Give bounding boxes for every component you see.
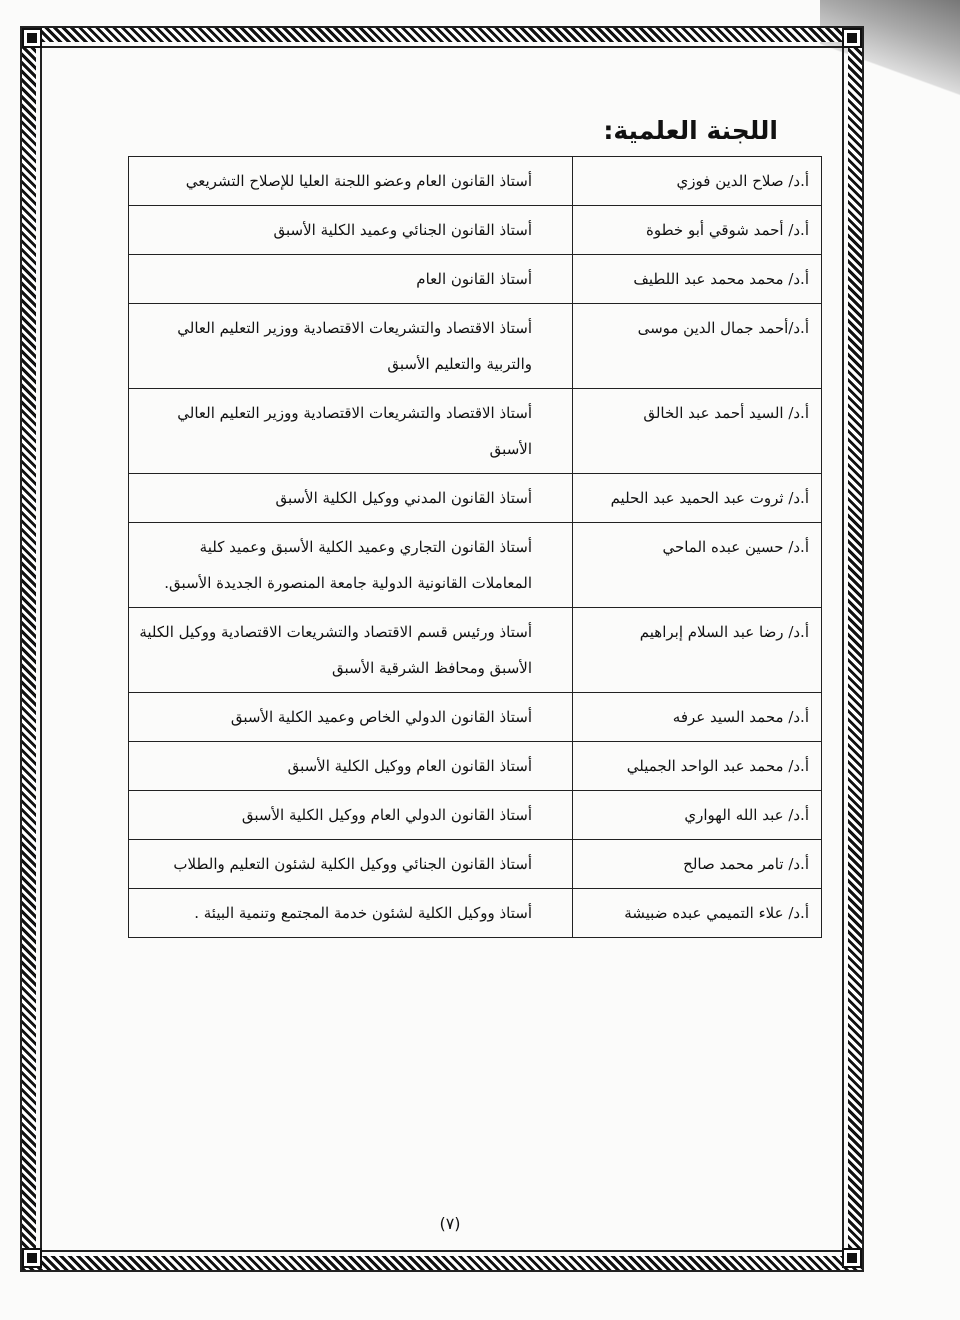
- member-name: أ.د/ عبد الله الهواري: [573, 791, 822, 840]
- member-name: أ.د/ أحمد شوقي أبو خطوة: [573, 206, 822, 255]
- member-role: أستاذ الاقتصاد والتشريعات الاقتصادية ووزير التعليم العالي الأسبق: [129, 389, 573, 474]
- member-role: أستاذ الاقتصاد والتشريعات الاقتصادية ووزير التعليم العالي والتربية والتعليم الأسبق: [129, 304, 573, 389]
- member-name: أ.د/ رضا عبد السلام إبراهيم: [573, 608, 822, 693]
- member-role: أستاذ القانون العام: [129, 255, 573, 304]
- table-row: [129, 523, 822, 608]
- member-name: أ.د/ تامر محمد صالح: [573, 840, 822, 889]
- table-row: [129, 889, 822, 938]
- border-corner-ornament: [24, 30, 40, 46]
- table-row: [129, 157, 822, 206]
- member-name: أ.د/ محمد عبد الواحد الجميلي: [573, 742, 822, 791]
- table-row: [129, 304, 822, 389]
- member-role: أستاذ القانون الدولي العام ووكيل الكلية الأسبق: [129, 791, 573, 840]
- member-role: أستاذ ووكيل الكلية لشئون خدمة المجتمع وتنمية البيئة .: [129, 889, 573, 938]
- member-name: أ.د/ علاء التميمي عبده ضبيشة: [573, 889, 822, 938]
- member-name: أ.د/ صلاح الدين فوزي: [573, 157, 822, 206]
- table-row: [129, 742, 822, 791]
- committee-table: [128, 156, 822, 938]
- member-role: أستاذ القانون الجنائي ووكيل الكلية لشئون التعليم والطلاب: [129, 840, 573, 889]
- member-role: أستاذ القانون العام وعضو اللجنة العليا للإصلاح التشريعي: [129, 157, 573, 206]
- member-role: أستاذ القانون الجنائي وعميد الكلية الأسبق: [129, 206, 573, 255]
- table-row: [129, 693, 822, 742]
- table-row: [129, 389, 822, 474]
- member-name: أ.د/ السيد أحمد عبد الخالق: [573, 389, 822, 474]
- table-row: [129, 840, 822, 889]
- member-name: أ.د/أحمد جمال الدين موسى: [573, 304, 822, 389]
- member-name: أ.د/ محمد محمد عبد اللطيف: [573, 255, 822, 304]
- member-role: أستاذ القانون العام ووكيل الكلية الأسبق: [129, 742, 573, 791]
- member-role: أستاذ القانون المدني ووكيل الكلية الأسبق: [129, 474, 573, 523]
- member-name: أ.د/ محمد السيد عرفه: [573, 693, 822, 742]
- table-row: [129, 206, 822, 255]
- border-corner-ornament: [24, 1250, 40, 1266]
- page-number: (٧): [439, 1214, 461, 1233]
- section-title: اللجنة العلمية:: [603, 116, 778, 145]
- table-row: [129, 255, 822, 304]
- table-row: [129, 474, 822, 523]
- member-role: أستاذ ورئيس قسم الاقتصاد والتشريعات الاقتصادية ووكيل الكلية الأسبق ومحافظ الشرقية الأسبق: [129, 608, 573, 693]
- member-name: أ.د/ حسين عبده الماحي: [573, 523, 822, 608]
- border-corner-ornament: [844, 30, 860, 46]
- table-row: [129, 791, 822, 840]
- member-name: أ.د/ ثروت عبد الحميد عبد الحليم: [573, 474, 822, 523]
- border-corner-ornament: [844, 1250, 860, 1266]
- member-role: أستاذ القانون التجاري وعميد الكلية الأسبق وعميد كلية المعاملات القانونية الدولية جامعة المنصورة الجديدة الأسبق.: [129, 523, 573, 608]
- member-role: أستاذ القانون الدولي الخاص وعميد الكلية الأسبق: [129, 693, 573, 742]
- table-row: [129, 608, 822, 693]
